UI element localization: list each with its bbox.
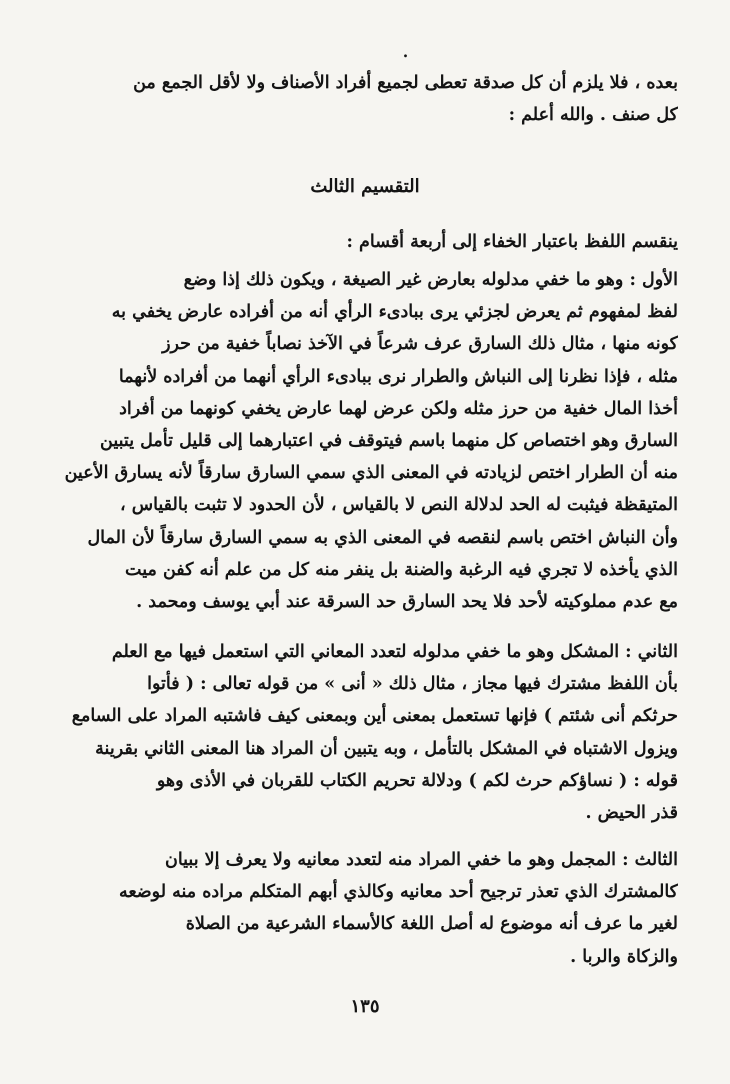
text-line: والزكاة والربا . <box>570 946 678 967</box>
text-line: الأول : وهو ما خفي مدلوله بعارض غير الصيغة ، ويكون ذلك إذا وضع <box>183 270 678 290</box>
text-line: مع عدم مملوكيته لأحد فلا يحد السارق حد السرقة عند أبي يوسف ومحمد . <box>136 592 678 613</box>
text-line: وأن النباش اختص باسم لنقصه في المعنى الذي به سمي السارق سارقاً لأن المال <box>87 527 678 548</box>
text-line: لفظ لمفهوم ثم يعرض لجزئي يرى ببادىء الرأي أنه من أفراده عارض يخفي به <box>111 302 678 323</box>
text-line: حرثكم أنى شئتم ) فإنها تستعمل بمعنى أين وبمعنى كيف فاشتبه المراد على السامع <box>71 706 678 727</box>
text-line: كالمشترك الذي تعذر ترجيح أحد معانيه وكالذي أبهم المتكلم مراده منه لوضعه <box>118 882 678 903</box>
text-line: لغير ما عرف أنه موضوع له أصل اللغة كالأسماء الشرعية من الصلاة <box>185 914 678 935</box>
paragraph-third-type <box>50 844 678 973</box>
lead-paragraph <box>50 226 678 258</box>
text-line: الذي يأخذه لا تجري فيه الرغبة والضنة بل ينفر منه كل من علم أنه كفن ميت <box>125 559 678 580</box>
page-number: ١٣٥ <box>350 996 380 1017</box>
paragraph-second-type <box>50 636 678 829</box>
paragraph-first-type <box>50 264 678 618</box>
section-heading: التقسيم الثالث <box>310 176 420 197</box>
text-line: السارق وهو اختصاص كل منهما باسم فيتوقف في اعتبارهما إلى قليل تأمل يتبين <box>100 431 678 452</box>
text-line: منه أن الطرار اختص لزيادته في المعنى الذي سمي السارق سارقاً لأنه يسارق الأعين <box>64 463 678 484</box>
text-line: كونه منها ، مثال ذلك السارق عرف شرعاً في الآخذ نصاباً خفية من حرز <box>162 334 678 355</box>
intro-paragraph <box>50 67 678 131</box>
text-line: بعده ، فلا يلزم أن كل صدقة تعطى لجميع أفراد الأصناف ولا لأقل الجمع من <box>133 73 678 93</box>
text-line: ويزول الاشتباه في المشكل بالتأمل ، وبه يتبين أن المراد هنا المعنى الثاني بقرينة <box>95 738 678 759</box>
text-line: الثاني : المشكل وهو ما خفي مدلوله لتعدد المعاني التي استعمل فيها مع العلم <box>111 642 678 662</box>
text-line: أخذا المال خفية من حرز مثله ولكن عرض لهما عارض يخفي كونهما من أفراد <box>119 398 678 419</box>
decorative-dot: . <box>402 38 409 63</box>
text-line: كل صنف . والله أعلم : <box>508 105 678 126</box>
text-line: الثالث : المجمل وهو ما خفي المراد منه لتعدد معانيه ولا يعرف إلا ببيان <box>164 850 678 870</box>
text-line: ينقسم اللفظ باعتبار الخفاء إلى أربعة أقسام : <box>346 232 678 252</box>
text-line: بأن اللفظ مشترك فيها مجاز ، مثال ذلك « أنى » من قوله تعالى : ( فأتوا <box>147 674 678 695</box>
text-line: قوله : ( نساؤكم حرث لكم ) ودلالة تحريم الكتاب للقربان في الأذى وهو <box>156 770 678 791</box>
text-line: قذر الحيض . <box>585 803 678 824</box>
text-line: المتيقظة فيثبت له الحد لدلالة النص لا بالقياس ، لأن الحدود لا تثبت بالقياس ، <box>119 495 678 516</box>
text-line: مثله ، فإذا نظرنا إلى النباش والطرار نرى ببادىء الرأي أنهما من أفراده لأنهما <box>118 366 678 387</box>
